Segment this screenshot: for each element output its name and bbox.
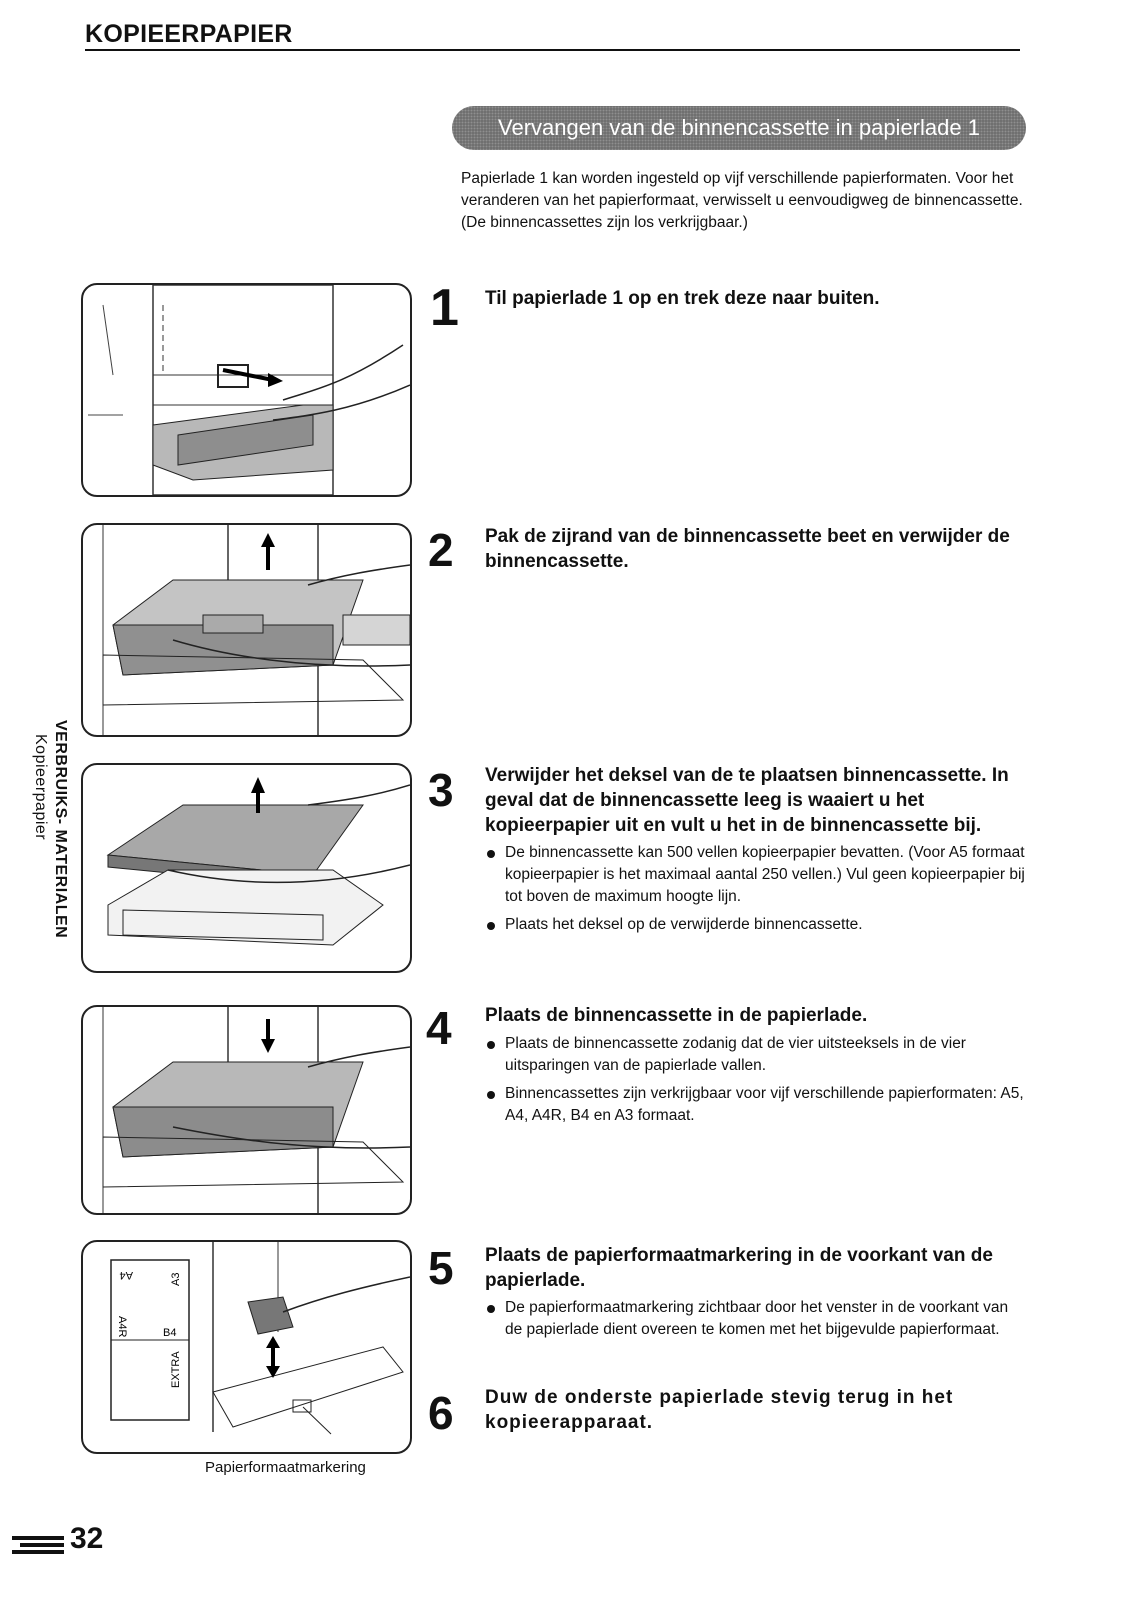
figure-step-5 [81, 1240, 412, 1454]
step-5-bullet: De papierformaatmarkering zichtbaar door het venster in de voorkant van de papierlade dient overeen te komen met het bijgevulde papierformaat. [485, 1297, 1025, 1341]
marker-label-a4r: A4R [116, 1316, 128, 1338]
side-tab-line2: MATERIALEN [52, 829, 69, 939]
side-tab-sub: Kopieerpapier [32, 734, 49, 841]
marker-label-a4: A4 [119, 1269, 133, 1281]
marker-label-extra: EXTRA [170, 1351, 182, 1388]
figure-step-2 [81, 523, 412, 737]
marker-label-b4: B4 [163, 1327, 177, 1339]
step-4-number: 4 [426, 1002, 452, 1054]
page-marker-icon [12, 1536, 64, 1554]
step-5-number: 5 [428, 1242, 454, 1294]
header-rule [85, 49, 1020, 51]
illustration-insert-cassette [83, 1007, 410, 1213]
step-3-bullets [485, 842, 1025, 942]
step-3-bullet: De binnencassette kan 500 vellen kopieerpapier bevatten. (Voor A5 formaat kopieerpapier is het maximaal aantal 250 vellen.) Vul geen kopieerpapier bij tot boven de maximum hoogte lijn. [485, 842, 1025, 908]
intro-paragraph: Papierlade 1 kan worden ingesteld op vijf verschillende papierformaten. Voor het veranderen van het papierformaat, verwisselt u eenvoudigweg de binnencassette. (De binnencassettes zijn los verkrijgbaar.) [461, 170, 1023, 231]
illustration-remove-cassette [83, 525, 410, 735]
figure-caption: Papierformaatmarkering [205, 1459, 366, 1476]
step-6-title: Duw de onderste papierlade stevig terug in het kopieerapparaat. [485, 1387, 954, 1433]
step-2-title: Pak de zijrand van de binnencassette beet en verwijder de binnencassette. [485, 526, 1010, 572]
step-1-number: 1 [430, 279, 459, 337]
step-5-title: Plaats de papierformaatmarkering in de voorkant van de papierlade. [485, 1245, 993, 1291]
figure-step-4 [81, 1005, 412, 1215]
step-4-bullets [485, 1033, 1025, 1133]
marker-label-a3: A3 [170, 1272, 182, 1286]
step-4-title: Plaats de binnencassette in de papierlade. [485, 1005, 868, 1026]
step-6-number: 6 [428, 1387, 454, 1439]
step-1-title: Til papierlade 1 op en trek deze naar buiten. [485, 288, 880, 309]
step-3-title: Verwijder het deksel van de te plaatsen binnencassette. In geval dat de binnencassette leeg is waaiert u het kopieerpapier uit en vult u het in de binnencassette bij. [485, 765, 1009, 836]
step-4-bullet: Binnencassettes zijn verkrijgbaar voor vijf verschillende papierformaten: A5, A4, A4R, B4 en A3 formaat. [485, 1083, 1025, 1127]
step-4-bullet: Plaats de binnencassette zodanig dat de vier uitsteeksels in de vier uitsparingen van de papierlade vallen. [485, 1033, 1025, 1077]
page-header-title: KOPIEERPAPIER [85, 20, 293, 48]
illustration-remove-lid [83, 765, 410, 971]
illustration-pull-tray [83, 285, 410, 495]
step-5-bullets [485, 1297, 1025, 1347]
page-number: 32 [70, 1522, 104, 1555]
figure-step-1 [81, 283, 412, 497]
step-3-number: 3 [428, 764, 454, 816]
figure-step-3 [81, 763, 412, 973]
section-banner: Vervangen van de binnencassette in papierlade 1 [452, 106, 1026, 150]
step-2-number: 2 [428, 524, 454, 576]
side-tab [30, 720, 70, 938]
step-3-bullet: Plaats het deksel op de verwijderde binnencassette. [485, 914, 1025, 936]
illustration-size-marker [83, 1242, 410, 1452]
side-tab-line1: VERBRUIKS- [52, 720, 69, 825]
